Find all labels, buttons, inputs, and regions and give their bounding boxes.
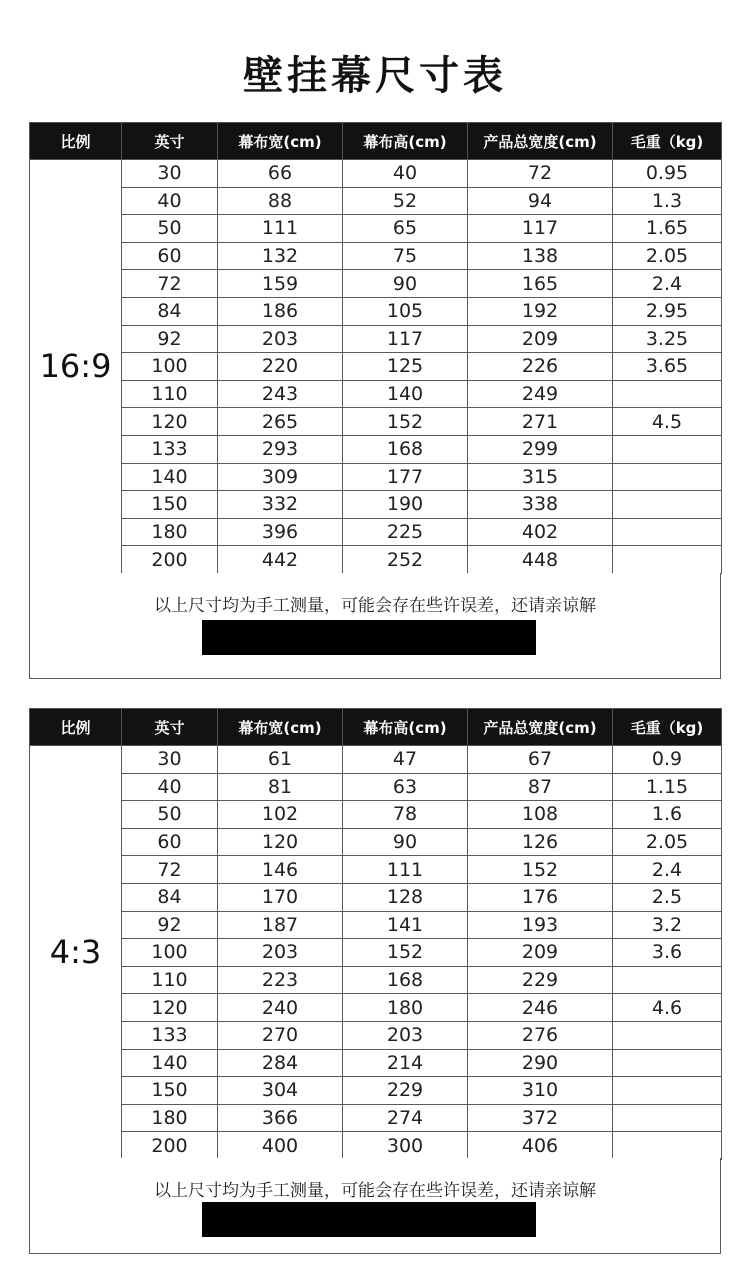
table-row [30,518,722,546]
redaction-bar [202,620,536,655]
inch-cell: 92 [122,325,218,353]
total-width-cell: 94 [468,187,613,215]
table-row [30,773,722,801]
screen-width-cell: 293 [218,435,343,463]
gross-weight-cell: 1.3 [613,187,722,215]
header-gross-weight: 毛重（kg) [613,709,722,746]
inch-cell: 200 [122,1132,218,1160]
gross-weight-cell: 2.5 [613,883,722,911]
total-width-cell: 192 [468,297,613,325]
inch-cell: 30 [122,160,218,188]
screen-width-cell: 400 [218,1132,343,1160]
screen-width-cell: 223 [218,966,343,994]
total-width-cell: 87 [468,773,613,801]
inch-cell: 84 [122,297,218,325]
table-row [30,297,722,325]
total-width-cell: 126 [468,828,613,856]
screen-height-cell: 125 [343,353,468,381]
table-header-row [30,123,722,160]
gross-weight-cell [613,463,722,491]
inch-cell: 72 [122,270,218,298]
screen-width-cell: 170 [218,883,343,911]
table-row [30,160,722,188]
total-width-cell: 165 [468,270,613,298]
inch-cell: 40 [122,187,218,215]
header-inch: 英寸 [122,709,218,746]
table-row [30,546,722,574]
screen-height-cell: 141 [343,911,468,939]
gross-weight-cell: 1.65 [613,215,722,243]
screen-width-cell: 159 [218,270,343,298]
total-width-cell: 448 [468,546,613,574]
screen-height-cell: 90 [343,270,468,298]
inch-cell: 92 [122,911,218,939]
screen-height-cell: 152 [343,939,468,967]
table-row [30,380,722,408]
screen-width-cell: 332 [218,491,343,519]
table-row [30,939,722,967]
table-row [30,856,722,884]
screen-height-cell: 75 [343,242,468,270]
gross-weight-cell [613,435,722,463]
screen-width-cell: 88 [218,187,343,215]
table-row [30,1077,722,1105]
total-width-cell: 138 [468,242,613,270]
gross-weight-cell [613,1049,722,1077]
inch-cell: 200 [122,546,218,574]
total-width-cell: 229 [468,966,613,994]
screen-width-cell: 102 [218,801,343,829]
ratio-cell: 4:3 [30,746,122,1160]
table-row [30,491,722,519]
screen-width-cell: 61 [218,746,343,774]
redaction-bar [202,1202,536,1237]
gross-weight-cell: 3.2 [613,911,722,939]
page-title: 壁挂幕尺寸表 [243,53,507,99]
screen-height-cell: 111 [343,856,468,884]
gross-weight-cell: 2.95 [613,297,722,325]
measurement-note: 以上尺寸均为手工测量，可能会存在些许误差，还请亲谅解 [154,596,596,616]
total-width-cell: 209 [468,325,613,353]
inch-cell: 84 [122,883,218,911]
screen-height-cell: 140 [343,380,468,408]
total-width-cell: 193 [468,911,613,939]
header-ratio: 比例 [30,709,122,746]
inch-cell: 180 [122,518,218,546]
inch-cell: 140 [122,463,218,491]
screen-height-cell: 180 [343,994,468,1022]
inch-cell: 120 [122,408,218,436]
gross-weight-cell: 0.9 [613,746,722,774]
size-table-16-9 [29,122,722,574]
total-width-cell: 310 [468,1077,613,1105]
inch-cell: 140 [122,1049,218,1077]
header-inch: 英寸 [122,123,218,160]
screen-width-cell: 442 [218,546,343,574]
total-width-cell: 72 [468,160,613,188]
screen-height-cell: 203 [343,1021,468,1049]
screen-width-cell: 187 [218,911,343,939]
table-row [30,325,722,353]
screen-height-cell: 65 [343,215,468,243]
gross-weight-cell [613,491,722,519]
screen-height-cell: 52 [343,187,468,215]
screen-height-cell: 274 [343,1104,468,1132]
inch-cell: 30 [122,746,218,774]
screen-height-cell: 168 [343,966,468,994]
table-row [30,828,722,856]
total-width-cell: 271 [468,408,613,436]
table-row [30,883,722,911]
screen-width-cell: 111 [218,215,343,243]
note-box-4-3 [29,1158,721,1254]
total-width-cell: 152 [468,856,613,884]
header-screen-height: 幕布高(cm) [343,123,468,160]
screen-width-cell: 146 [218,856,343,884]
gross-weight-cell [613,518,722,546]
table-row [30,1104,722,1132]
screen-width-cell: 396 [218,518,343,546]
gross-weight-cell [613,546,722,574]
inch-cell: 110 [122,380,218,408]
header-total-width: 产品总宽度(cm) [468,709,613,746]
screen-height-cell: 47 [343,746,468,774]
inch-cell: 133 [122,1021,218,1049]
screen-height-cell: 105 [343,297,468,325]
screen-width-cell: 284 [218,1049,343,1077]
table-row [30,1049,722,1077]
inch-cell: 133 [122,435,218,463]
gross-weight-cell [613,1104,722,1132]
screen-height-cell: 300 [343,1132,468,1160]
gross-weight-cell: 2.05 [613,242,722,270]
total-width-cell: 176 [468,883,613,911]
inch-cell: 60 [122,242,218,270]
screen-height-cell: 214 [343,1049,468,1077]
inch-cell: 150 [122,1077,218,1105]
gross-weight-cell: 2.4 [613,270,722,298]
gross-weight-cell: 3.6 [613,939,722,967]
table-row [30,215,722,243]
header-ratio: 比例 [30,123,122,160]
screen-width-cell: 304 [218,1077,343,1105]
screen-width-cell: 66 [218,160,343,188]
inch-cell: 60 [122,828,218,856]
gross-weight-cell [613,966,722,994]
screen-width-cell: 270 [218,1021,343,1049]
ratio-cell: 16:9 [30,160,122,574]
screen-width-cell: 366 [218,1104,343,1132]
screen-width-cell: 265 [218,408,343,436]
screen-height-cell: 225 [343,518,468,546]
gross-weight-cell: 3.65 [613,353,722,381]
table-row [30,463,722,491]
gross-weight-cell: 2.4 [613,856,722,884]
total-width-cell: 315 [468,463,613,491]
screen-height-cell: 128 [343,883,468,911]
screen-width-cell: 120 [218,828,343,856]
inch-cell: 50 [122,801,218,829]
gross-weight-cell [613,1021,722,1049]
screen-height-cell: 177 [343,463,468,491]
inch-cell: 50 [122,215,218,243]
screen-width-cell: 81 [218,773,343,801]
inch-cell: 150 [122,491,218,519]
inch-cell: 40 [122,773,218,801]
total-width-cell: 117 [468,215,613,243]
screen-height-cell: 90 [343,828,468,856]
total-width-cell: 246 [468,994,613,1022]
total-width-cell: 372 [468,1104,613,1132]
table-row [30,435,722,463]
gross-weight-cell: 0.95 [613,160,722,188]
gross-weight-cell: 4.6 [613,994,722,1022]
table-row [30,1132,722,1160]
screen-width-cell: 132 [218,242,343,270]
screen-height-cell: 63 [343,773,468,801]
gross-weight-cell: 1.6 [613,801,722,829]
header-screen-height: 幕布高(cm) [343,709,468,746]
total-width-cell: 226 [468,353,613,381]
screen-height-cell: 190 [343,491,468,519]
table-header-row [30,709,722,746]
total-width-cell: 276 [468,1021,613,1049]
screen-height-cell: 229 [343,1077,468,1105]
table-row [30,270,722,298]
table-row [30,353,722,381]
gross-weight-cell [613,1077,722,1105]
gross-weight-cell [613,1132,722,1160]
screen-height-cell: 168 [343,435,468,463]
screen-height-cell: 252 [343,546,468,574]
total-width-cell: 299 [468,435,613,463]
inch-cell: 110 [122,966,218,994]
gross-weight-cell: 4.5 [613,408,722,436]
total-width-cell: 290 [468,1049,613,1077]
table-row [30,187,722,215]
total-width-cell: 108 [468,801,613,829]
inch-cell: 100 [122,939,218,967]
screen-width-cell: 220 [218,353,343,381]
screen-width-cell: 240 [218,994,343,1022]
gross-weight-cell [613,380,722,408]
table-row [30,408,722,436]
gross-weight-cell: 1.15 [613,773,722,801]
screen-width-cell: 186 [218,297,343,325]
table-row [30,1021,722,1049]
total-width-cell: 249 [468,380,613,408]
table-row [30,994,722,1022]
note-box-16-9 [29,573,721,679]
gross-weight-cell: 3.25 [613,325,722,353]
header-screen-width: 幕布宽(cm) [218,123,343,160]
total-width-cell: 209 [468,939,613,967]
size-table-4-3 [29,708,722,1160]
inch-cell: 180 [122,1104,218,1132]
total-width-cell: 67 [468,746,613,774]
table-row [30,911,722,939]
table-row [30,966,722,994]
screen-width-cell: 203 [218,325,343,353]
total-width-cell: 402 [468,518,613,546]
inch-cell: 120 [122,994,218,1022]
screen-height-cell: 78 [343,801,468,829]
table-row [30,801,722,829]
inch-cell: 72 [122,856,218,884]
screen-height-cell: 117 [343,325,468,353]
total-width-cell: 338 [468,491,613,519]
header-total-width: 产品总宽度(cm) [468,123,613,160]
screen-height-cell: 152 [343,408,468,436]
table-row [30,746,722,774]
screen-width-cell: 203 [218,939,343,967]
gross-weight-cell: 2.05 [613,828,722,856]
table-row [30,242,722,270]
screen-height-cell: 40 [343,160,468,188]
measurement-note: 以上尺寸均为手工测量，可能会存在些许误差，还请亲谅解 [154,1181,596,1201]
screen-width-cell: 243 [218,380,343,408]
header-screen-width: 幕布宽(cm) [218,709,343,746]
header-gross-weight: 毛重（kg) [613,123,722,160]
total-width-cell: 406 [468,1132,613,1160]
inch-cell: 100 [122,353,218,381]
screen-width-cell: 309 [218,463,343,491]
